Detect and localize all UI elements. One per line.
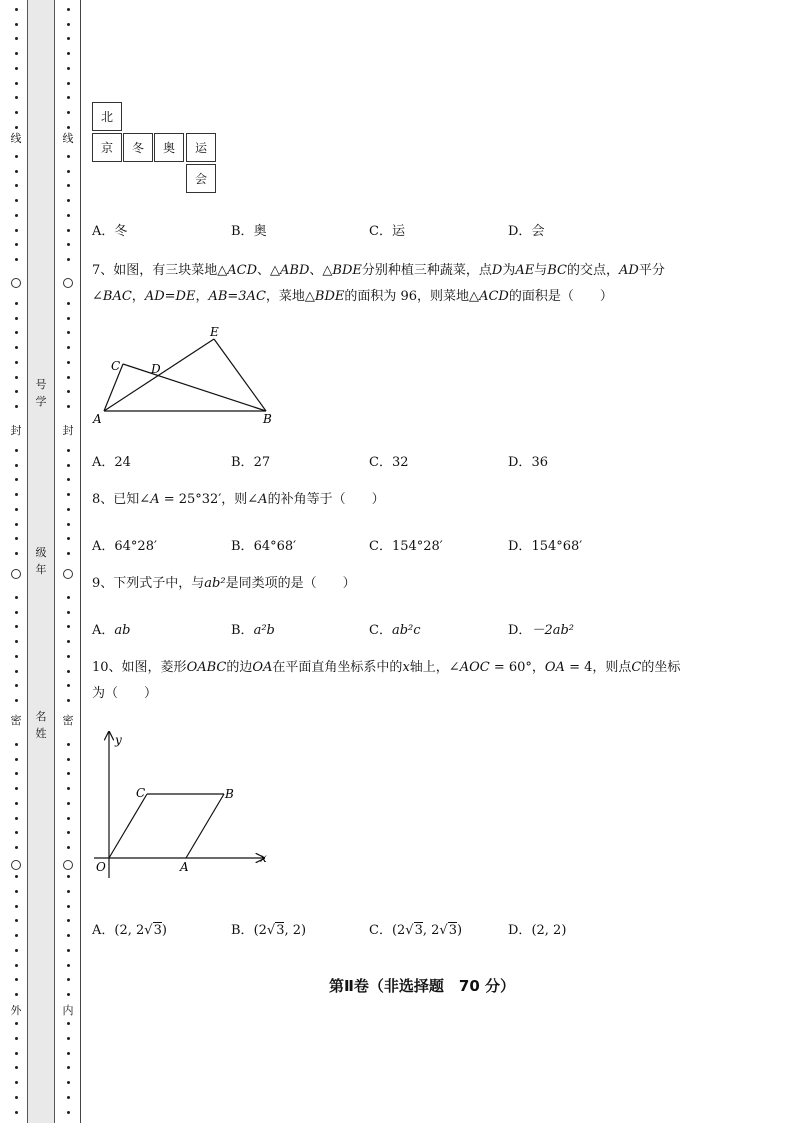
margin-dot: [15, 919, 18, 922]
margin-dot: [67, 817, 70, 820]
margin-dot: [15, 317, 18, 320]
margin-dot: [15, 258, 18, 261]
margin-dot: [67, 1052, 70, 1055]
inner-margin-label: 内: [62, 1004, 74, 1017]
option-a[interactable]: A．(2, 2√3): [92, 923, 167, 938]
margin-dot: [67, 1081, 70, 1084]
outer-margin-label: 密: [10, 714, 22, 727]
net-cell: 京: [92, 133, 122, 162]
margin-dot: [15, 993, 18, 996]
option-b[interactable]: B．(2√3, 2): [231, 923, 307, 938]
margin-dot: [67, 23, 70, 26]
margin-dot: [67, 640, 70, 643]
margin-dot: [67, 758, 70, 761]
margin-dot: [15, 802, 18, 805]
outer-margin-label: 封: [10, 424, 22, 437]
margin-dot: [15, 1022, 18, 1025]
margin-dot: [67, 949, 70, 952]
margin-dot: [67, 537, 70, 540]
margin-dot: [67, 258, 70, 261]
margin-dot: [15, 523, 18, 526]
q10-rhombus-figure: [92, 728, 282, 878]
margin-dot: [15, 875, 18, 878]
net-cell: 北: [92, 102, 122, 131]
margin-dot: [15, 699, 18, 702]
margin-dot: [67, 934, 70, 937]
margin-dot: [15, 1111, 18, 1114]
margin-dot: [15, 8, 18, 11]
margin-dot: [67, 464, 70, 467]
option-b[interactable]: B．27: [231, 455, 271, 470]
margin-dot: [15, 537, 18, 540]
margin-dot: [67, 802, 70, 805]
margin-dot: [67, 684, 70, 687]
outer-margin-label: 外: [10, 1004, 22, 1017]
option-c[interactable]: C．ab²c: [369, 623, 421, 638]
margin-dot: [67, 699, 70, 702]
margin-circle: [11, 569, 21, 579]
option-d[interactable]: D．154°68′: [508, 539, 583, 554]
label-e: E: [210, 325, 219, 339]
margin-dot: [15, 302, 18, 305]
option-c[interactable]: C．32: [369, 455, 409, 470]
margin-dot: [15, 670, 18, 673]
margin-dot: [67, 37, 70, 40]
margin-dot: [15, 82, 18, 85]
margin-dot: [67, 376, 70, 379]
inner-dotted-line: [62, 0, 74, 1123]
margin-dot: [67, 8, 70, 11]
binding-line: [80, 0, 81, 1123]
net-cell: 冬: [123, 133, 153, 162]
label-c: C: [111, 359, 121, 373]
label-c: C: [136, 786, 146, 800]
option-c[interactable]: C．(2√3, 2√3): [369, 923, 463, 938]
margin-dot: [67, 184, 70, 187]
margin-dot: [67, 331, 70, 334]
margin-dot: [67, 82, 70, 85]
margin-dot: [67, 243, 70, 246]
margin-dot: [15, 890, 18, 893]
margin-dot: [67, 1111, 70, 1114]
margin-dot: [15, 949, 18, 952]
margin-dot: [15, 817, 18, 820]
inner-margin-label: 线: [62, 132, 74, 145]
margin-dot: [15, 1066, 18, 1069]
margin-dot: [15, 787, 18, 790]
margin-dot: [67, 964, 70, 967]
question-7: 7、如图，有三块菜地△ACD、△ABD、△BDE分别种植三种蔬菜，点D为AE与BC的交点，AD平分 ∠BAC，AD=DE，AB=3AC，菜地△BDE的面积为 96，则菜地△ACD的面积是（ ）: [92, 263, 665, 304]
margin-dot: [67, 890, 70, 893]
margin-dot: [67, 625, 70, 628]
margin-dot: [15, 625, 18, 628]
margin-dot: [15, 640, 18, 643]
margin-dot: [67, 449, 70, 452]
margin-dot: [67, 317, 70, 320]
margin-dot: [15, 23, 18, 26]
option-b[interactable]: B．a²b: [231, 623, 275, 638]
margin-dot: [15, 1081, 18, 1084]
margin-dot: [67, 405, 70, 408]
margin-dot: [67, 96, 70, 99]
margin-dot: [15, 155, 18, 158]
option-d[interactable]: D．会: [508, 224, 545, 239]
margin-circle: [63, 860, 73, 870]
margin-dot: [67, 302, 70, 305]
margin-dot: [67, 993, 70, 996]
margin-dot: [67, 905, 70, 908]
q10-options: [92, 919, 752, 939]
margin-dot: [15, 37, 18, 40]
outer-margin-label: 线: [10, 132, 22, 145]
margin-dot: [15, 390, 18, 393]
q7-options: [92, 451, 752, 471]
q6-options: [92, 220, 752, 240]
margin-dot: [15, 67, 18, 70]
margin-dot: [67, 743, 70, 746]
margin-dot: [67, 523, 70, 526]
margin-dot: [15, 743, 18, 746]
margin-dot: [15, 964, 18, 967]
margin-dot: [67, 508, 70, 511]
margin-dot: [15, 1037, 18, 1040]
q8-options: [92, 535, 752, 555]
margin-dot: [15, 96, 18, 99]
margin-circle: [63, 569, 73, 579]
margin-dot: [67, 611, 70, 614]
option-d[interactable]: D．36: [508, 455, 548, 470]
margin-dot: [67, 478, 70, 481]
margin-dot: [67, 390, 70, 393]
margin-circle: [63, 278, 73, 288]
margin-dot: [67, 126, 70, 129]
margin-dot: [67, 111, 70, 114]
margin-dot: [67, 52, 70, 55]
margin-dot: [15, 243, 18, 246]
label-d: D: [151, 362, 161, 376]
margin-dot: [67, 919, 70, 922]
inner-margin-label: 密: [62, 714, 74, 727]
margin-dot: [67, 67, 70, 70]
option-b[interactable]: B．64°68′: [231, 539, 297, 554]
margin-circle: [11, 860, 21, 870]
margin-dot: [67, 772, 70, 775]
margin-dot: [15, 934, 18, 937]
label-b: B: [225, 787, 234, 801]
margin-dot: [15, 831, 18, 834]
option-d[interactable]: D．(2, 2): [508, 923, 567, 938]
margin-dot: [15, 184, 18, 187]
margin-dot: [15, 170, 18, 173]
margin-dot: [67, 1022, 70, 1025]
label-x: x: [260, 851, 267, 865]
margin-dot: [67, 199, 70, 202]
margin-dot: [67, 978, 70, 981]
margin-dot: [15, 126, 18, 129]
option-b[interactable]: B．奥: [231, 224, 267, 239]
question-10: 10、如图，菱形OABC的边OA在平面直角坐标系中的x轴上，∠AOC = 60°，OA = 4，则点C的坐标 为（ ）: [92, 660, 681, 701]
margin-dot: [15, 405, 18, 408]
inner-margin-label: 封: [62, 424, 74, 437]
name-label: 名 姓: [35, 710, 47, 740]
grade-label: 级 年: [35, 546, 47, 576]
margin-dot: [15, 346, 18, 349]
margin-dot: [15, 978, 18, 981]
label-b: B: [263, 412, 272, 426]
question-9: 9、下列式子中，与ab²是同类项的是（ ）: [92, 576, 356, 591]
margin-circle: [11, 278, 21, 288]
option-a[interactable]: A．64°28′: [92, 539, 157, 554]
option-c[interactable]: C．154°28′: [369, 539, 443, 554]
margin-dot: [67, 155, 70, 158]
margin-dot: [67, 1066, 70, 1069]
margin-dot: [67, 831, 70, 834]
margin-dot: [15, 199, 18, 202]
margin-dot: [67, 346, 70, 349]
margin-dot: [67, 229, 70, 232]
margin-dot: [67, 552, 70, 555]
outer-dotted-line: [10, 0, 22, 1123]
label-a: A: [93, 412, 102, 426]
q9-options: [92, 619, 752, 639]
student-id-label: 号 学: [35, 378, 47, 408]
margin-dot: [67, 655, 70, 658]
margin-dot: [67, 1037, 70, 1040]
option-a[interactable]: A．冬: [92, 224, 128, 239]
option-a[interactable]: A．ab: [92, 623, 131, 638]
option-a[interactable]: A．24: [92, 455, 131, 470]
margin-dot: [15, 361, 18, 364]
net-cell: 会: [186, 164, 216, 193]
margin-dot: [15, 464, 18, 467]
option-d[interactable]: D．－2ab²: [508, 623, 574, 638]
net-cell: 运: [186, 133, 216, 162]
margin-dot: [67, 214, 70, 217]
question-8: 8、已知∠A = 25°32′，则∠A的补角等于（ ）: [92, 492, 385, 507]
margin-dot: [15, 684, 18, 687]
margin-dot: [15, 493, 18, 496]
label-y: y: [115, 733, 122, 747]
margin-dot: [67, 596, 70, 599]
q7-triangle-figure: [92, 325, 292, 430]
margin-dot: [15, 905, 18, 908]
margin-dot: [15, 508, 18, 511]
margin-dot: [15, 52, 18, 55]
margin-dot: [67, 846, 70, 849]
margin-dot: [15, 449, 18, 452]
net-cell: 奥: [154, 133, 184, 162]
margin-dot: [15, 846, 18, 849]
margin-dot: [15, 1096, 18, 1099]
binding-margin: [0, 0, 82, 1123]
option-c[interactable]: C．运: [369, 224, 405, 239]
margin-dot: [15, 596, 18, 599]
margin-dot: [15, 611, 18, 614]
margin-dot: [67, 670, 70, 673]
margin-dot: [15, 552, 18, 555]
margin-dot: [67, 787, 70, 790]
margin-dot: [15, 655, 18, 658]
margin-dot: [15, 331, 18, 334]
margin-dot: [15, 229, 18, 232]
label-a: A: [180, 860, 189, 874]
margin-dot: [15, 772, 18, 775]
margin-dot: [67, 1096, 70, 1099]
section-title: 第Ⅱ卷（非选择题 70 分）: [329, 977, 515, 995]
student-info-strip: [27, 0, 55, 1123]
margin-dot: [15, 478, 18, 481]
margin-dot: [67, 493, 70, 496]
margin-dot: [15, 1052, 18, 1055]
margin-dot: [67, 875, 70, 878]
margin-dot: [15, 758, 18, 761]
margin-dot: [67, 170, 70, 173]
label-o: O: [96, 860, 106, 874]
margin-dot: [15, 111, 18, 114]
margin-dot: [67, 361, 70, 364]
margin-dot: [15, 214, 18, 217]
margin-dot: [15, 376, 18, 379]
